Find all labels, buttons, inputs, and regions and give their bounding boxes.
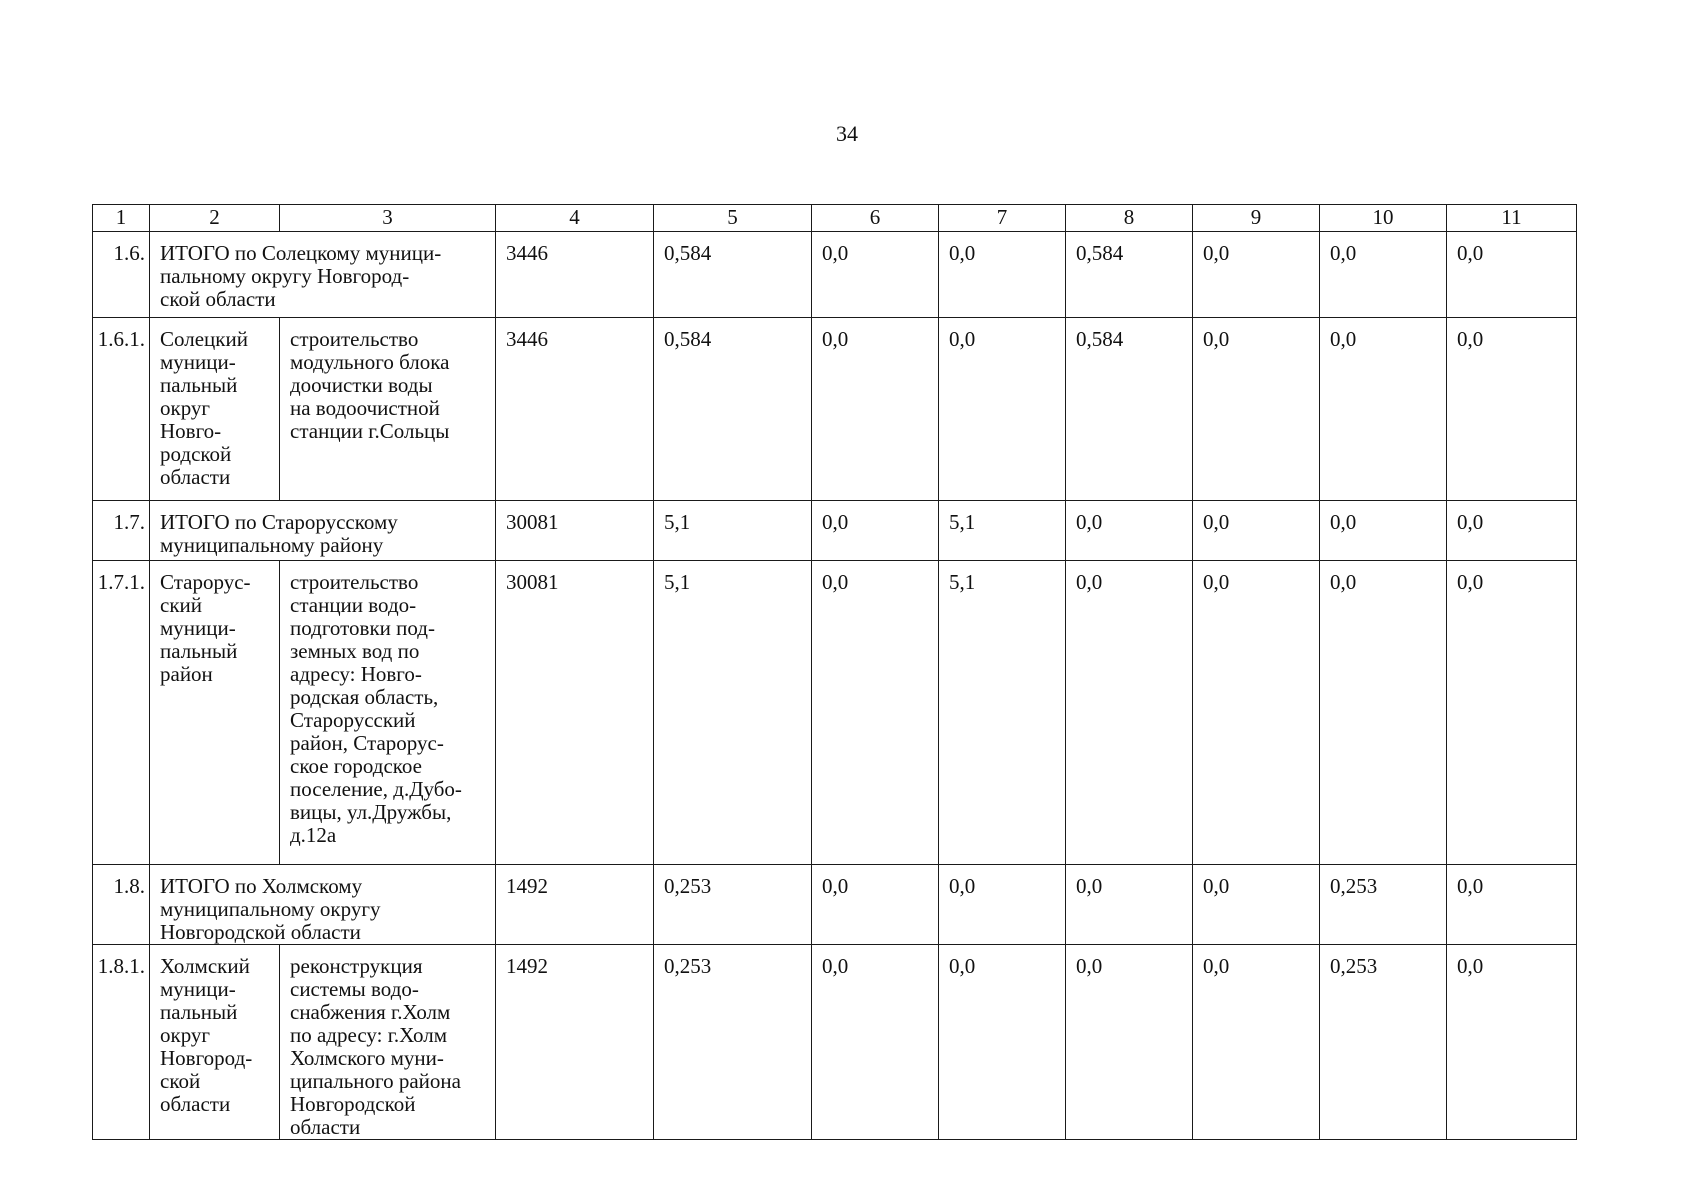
row-number: 1.8.1. [93,945,150,1140]
table-cell: 0,0 [1066,865,1193,945]
table-cell: 0,0 [1193,232,1320,318]
table-cell: 30081 [496,501,654,561]
row-number: 1.6.1. [93,318,150,501]
table-cell: 0,0 [812,318,939,501]
table-cell: 0,0 [1447,501,1577,561]
row-description: реконструкция системы водо- снабжения г.Холм по адресу: г.Холм Холмского муни- ципального района Новгородской области [280,945,496,1140]
row-name: Старорус- ский муници- пальный район [150,561,280,865]
data-table [92,204,1577,1140]
table-cell: 0,0 [1193,318,1320,501]
row-description: строительство станции водо- подготовки под- земных вод по адресу: Новго- родская область, Старорусский район, Старорус- ское городское поселение, д.Дубо- вицы, ул.Дружбы, д.12а [280,561,496,865]
row-name: Холмский муници- пальный округ Новгород- ской области [150,945,280,1140]
table-cell: 0,0 [812,561,939,865]
column-header: 7 [939,205,1066,232]
table-cell: 0,0 [1320,501,1447,561]
table-row [93,865,1577,945]
row-number: 1.7. [93,501,150,561]
row-name: Солецкий муници- пальный округ Новго- родской области [150,318,280,501]
table-cell: 0,584 [654,232,812,318]
column-header: 11 [1447,205,1577,232]
page-number: 34 [836,121,858,146]
table-cell: 0,0 [1193,501,1320,561]
table-header-row [93,205,1577,232]
table-cell: 0,0 [1320,232,1447,318]
table-cell: 0,253 [654,865,812,945]
column-header: 4 [496,205,654,232]
table-cell: 0,0 [1066,945,1193,1140]
table-cell: 3446 [496,318,654,501]
table-cell: 0,0 [939,945,1066,1140]
table-row [93,501,1577,561]
table-cell: 0,0 [812,232,939,318]
table-cell: 0,0 [1320,318,1447,501]
table-row [93,318,1577,501]
table-cell: 0,584 [1066,318,1193,501]
column-header: 5 [654,205,812,232]
table-cell: 0,0 [1066,561,1193,865]
table-cell: 5,1 [654,561,812,865]
table-cell: 0,0 [1193,561,1320,865]
table-cell: 0,253 [654,945,812,1140]
table-cell: 0,253 [1320,865,1447,945]
table-cell: 0,0 [1066,501,1193,561]
table-cell: 3446 [496,232,654,318]
column-header: 8 [1066,205,1193,232]
row-number: 1.8. [93,865,150,945]
column-header: 9 [1193,205,1320,232]
table-row [93,561,1577,865]
table-cell: 0,0 [812,945,939,1140]
table-row [93,232,1577,318]
table-cell: 30081 [496,561,654,865]
column-header: 3 [280,205,496,232]
table-cell: 0,0 [1320,561,1447,865]
table-cell: 0,0 [939,865,1066,945]
column-header: 10 [1320,205,1447,232]
table-cell: 0,584 [654,318,812,501]
column-header: 2 [150,205,280,232]
table-cell: 1492 [496,945,654,1140]
table-cell: 0,0 [1447,561,1577,865]
row-name: ИТОГО по Старорусскому муниципальному району [150,501,496,561]
table-cell: 0,584 [1066,232,1193,318]
row-name: ИТОГО по Солецкому муници- пальному округу Новгород- ской области [150,232,496,318]
table-cell: 0,0 [1447,945,1577,1140]
table-cell: 0,0 [1193,945,1320,1140]
table-cell: 0,0 [812,501,939,561]
row-number: 1.7.1. [93,561,150,865]
table-cell: 5,1 [939,501,1066,561]
row-name: ИТОГО по Холмскому муниципальному округу Новгородской области [150,865,496,945]
table-cell: 0,0 [812,865,939,945]
column-header: 1 [93,205,150,232]
table-cell: 0,0 [1193,865,1320,945]
column-header: 6 [812,205,939,232]
table-cell: 0,0 [939,232,1066,318]
row-description: строительство модульного блока доочистки воды на водоочистной станции г.Сольцы [280,318,496,501]
table-cell: 0,0 [1447,232,1577,318]
table-cell: 5,1 [939,561,1066,865]
table-cell: 0,0 [1447,318,1577,501]
table-cell: 5,1 [654,501,812,561]
table-cell: 0,253 [1320,945,1447,1140]
table-cell: 1492 [496,865,654,945]
table-row [93,945,1577,1140]
row-number: 1.6. [93,232,150,318]
table-cell: 0,0 [939,318,1066,501]
table-cell: 0,0 [1447,865,1577,945]
